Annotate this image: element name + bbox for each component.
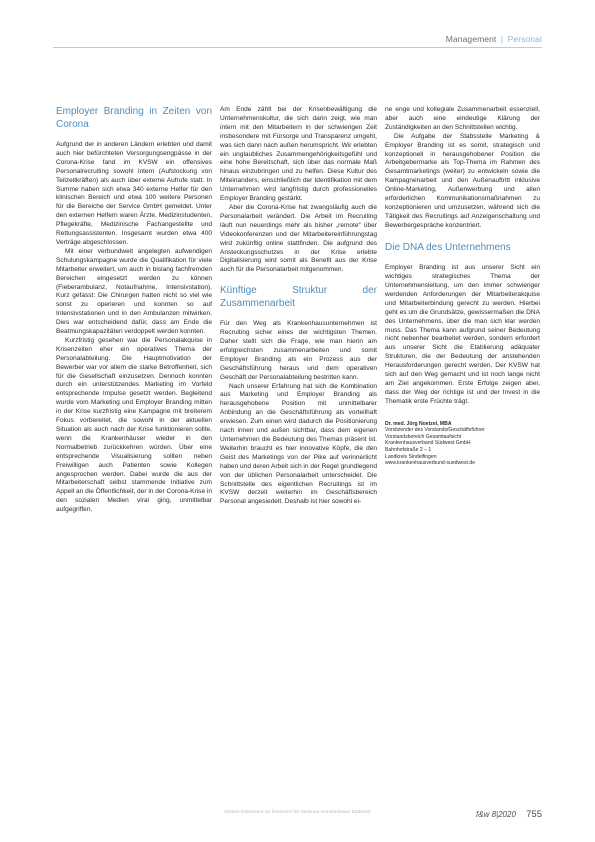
paragraph: Aufgrund der in anderen Ländern erlebten und damit auch hier befürchteten Versorgungsengpässe in der Corona-Krise fand im KVSW ein offensives Personalrecruiting sowohl intern (Aufstockung von Teilzeitkräften) als auch über externe Aufrufe statt. In Summe haben sich etwa 340 externe Helfer für den klinischen Bereich und etwa 100 weitere Personen für die Bereiche der Service GmbH gemeldet. Unter den externen Helfern waren Ärzte, Medizinstudenten, Pflegekräfte, Medizinische Fachangestellte und Rettungsassistenten. Insgesamt wurden etwa 400 Verträge abgeschlossen. [56, 141, 212, 246]
paragraph: Am Ende zählt bei der Krisenbewältigung die Unternehmenskultur, die sich darin zeigt, wie man intern mit den Mitarbeitern in der schwierigen Zeit insbesondere mit Fürsorge und Transparenz umgeht, was sich dann nach außen herumspricht. Wir erlebten ein unglaubliches Zusammengehörigkeitsgefühl und eine hohe Bereitschaft, sich über das normale Maß hinaus einzubringen und zu helfen. Diese Kultur des Miteinanders, einschließlich der Identifikation mit dem Unternehmen wird langfristig durch professionelles Employer Branding gestärkt. [220, 106, 377, 203]
paragraph: Employer Branding ist aus unserer Sicht ein wichtiges strategisches Thema der Unternehmensleitung, um den immer schwieriger werdenden Anforderungen der Mitarbeiterakquise und Mitarbeiterbindung gerecht zu werden. Hierbei geht es um die Grundsätze, gewissermaßen die DNA des Unternehmens, über die man sich klar werden muss. Das Thema kann aufgrund seiner Bedeutung nicht nebenher bearbeitet werden, sondern erfordert aus unserer Sicht die Etablierung adäquater Strukturen, die der Bedeutung der anstehenden Herausforderungen gerecht werden. Der KVSW hat sich auf den Weg gemacht und ist noch lange nicht am Ziel angekommen. Erste Erfolge zeigen aber, dass der Weg der richtige ist und der Invest in die Thematik erste Früchte trägt. [385, 264, 540, 405]
paragraph: Aber die Corona-Krise hat zwangsläufig auch die Personalarbeit verändert. Die Arbeit im Recruiting läuft nun neuerdings mehr als bisher „remote“ über Videokonferenzen und der Mitarbeitereinführungstag wird zukünftig online stattfinden. Die aufgrund des Ansteckungsschutzes in der Krise erlebte Digitalisierung wird somit als Benefit aus der Krise auch für die Personalarbeit mitgenommen. [220, 203, 377, 274]
publication-name: f&w 8|2020 [476, 810, 516, 819]
paragraph: Nach unserer Erfahrung hat sich die Kombination aus Marketing und Employer Branding als herausgehobene Position mit unmittelbarer Anbindung an die Geschäftsführung als vorteilhaft erwiesen. Zum einen wird dadurch die Positionierung nach innen und außen sichtbar, dass dem eigenen Unternehmen die Bedeutung des Themas präsent ist. Weiterhin braucht es hier innovative Köpfe, die den Geist des Marketings von der Pike auf verinnerlicht haben und deren Arbeit sich in der Regel grundlegend von der üblichen Personalarbeit unterscheidet. Die Schnittstelle des eigentlichen Recruitings ist im KVSW derzeit weiterhin im Geschäftsbereich Personal angesiedelt. Deshalb ist hier sowohl ei- [220, 382, 377, 506]
column-3 [385, 106, 540, 467]
page-number: 755 [526, 809, 542, 820]
author-line: Bahnhofstraße 2 – 1 [385, 447, 432, 454]
author-line: Krankenhausverband Südwest GmbH [385, 440, 471, 447]
section-heading-kuenftige-struktur: Künftige Struktur der Zusammenarbeit [220, 285, 377, 309]
section-heading-dna: Die DNA des Unternehmens [385, 241, 511, 253]
author-name: Dr. med. Jörg Noetzel, MBA [385, 420, 452, 427]
page-footer [476, 809, 542, 820]
author-line: Vorsitzender des Vorstands/Geschäftsführer [385, 427, 485, 434]
column-1 [56, 106, 212, 515]
author-line: Landkreis Sindelfingen [385, 453, 437, 460]
header-section: Management [445, 34, 497, 44]
section-heading-employer-branding: Employer Branding in Zeiten von Corona [56, 106, 212, 130]
page-header [446, 34, 542, 44]
column-2 [220, 106, 377, 507]
paragraph: Mit einer verbundweit angelegten aufwendigen Schulungskampagne wurde die Qualifikation für viele Mitarbeiter erweitert, um auch in bislang fachfremden Bereichen eingesetzt werden zu können (Fieberambulanz, Notaufnahme, Intensivstation). Kurz gefasst: Die Chirurgen hatten nicht so viel wie sonst zu operieren und konnten so auf Intensivstationen und in den Ambulanzen mitwirken. Dies war entscheidend dafür, dass am Ende die Beatmungskapazitäten verdoppelt werden konnten. [56, 247, 212, 336]
paragraph: ne enge und kollegiale Zusammenarbeit essenziell, aber auch eine eindeutige Klärung der Zuständigkeiten an den Schnittstellen wichtig. [385, 106, 540, 131]
header-rule [53, 47, 542, 48]
header-separator: | [500, 34, 504, 44]
author-info [385, 421, 540, 467]
paragraph: Kurzfristig gesehen war die Personalakquise in Krisenzeiten eher ein operatives Thema der Personalabteilung. Die Hauptmotivation der Bewerber war vor allem die starke Betroffenheit, sich für die Gesellschaft einzusetzen. Dennoch konnten durch ein unterstützendes Marketing im Vorfeld entsprechende Impulse gesetzt werden. Begleitend wurde vom Marketing und Employer Branding mitten in der Krise kurzfristig eine Kampagne mit breiterem Fokus vorbereitet, die sowohl in der aktuellen Situation als auch nach der Krise funktionieren sollte, wenn die Krankenhäuser wieder in den Normalbetrieb zurückkehren würden. Über eine entsprechende Visualisierung sollten neben Freiwilligen auch Patienten sowie Kollegen angesprochen werden. Dabei wurde die aus der Mitarbeiterschaft selbst stammende Initiative zum Appell an die Öffentlichkeit, der in der Corona-Krise in den sozialen Medien viral ging, unmittelbar aufgegriffen. [56, 336, 212, 514]
header-subsection: Personal [507, 34, 542, 44]
license-note: Dieses Dokument ist lizenziert für Verbund Krankenhaus Südwest [224, 809, 371, 814]
paragraph: Für den Weg als Krankenhausunternehmen ist Recruiting sicher eines der wichtigsten Themen. Daher stellt sich die Frage, wie man hierin am erfolgreichsten zusammenarbeiten und somit Employer Branding als ein Prozess aus der Geschäftsführung heraus und dem operativen Geschäft der Personalabteilung bestritten kann. [220, 320, 377, 381]
author-website: www.krankenhausverbund-suedwest.de [385, 460, 476, 467]
author-line: Vorstandsbereich Gesamtaufsicht [385, 433, 462, 440]
paragraph: Die Aufgabe der Stabsstelle Marketing & Employer Branding ist es somit, strategisch und konzeptionell in herausgehobener Position die Arbeitgebermarke als Top-Thema im Rahmen des Gesamtmarketings (weiter) zu entwickeln sowie die Kampagnenarbeit und den Außenauftritt inklusive Online-Marketing, Außenwerbung und allen erforderlichen Kommunikationsmaßnahmen zu konzeptionieren und umzusetzen, während sich die Tätigkeit des Recruitings auf Anzeigenschaltung und Bewerbergespräche konzentriert. [385, 132, 540, 229]
